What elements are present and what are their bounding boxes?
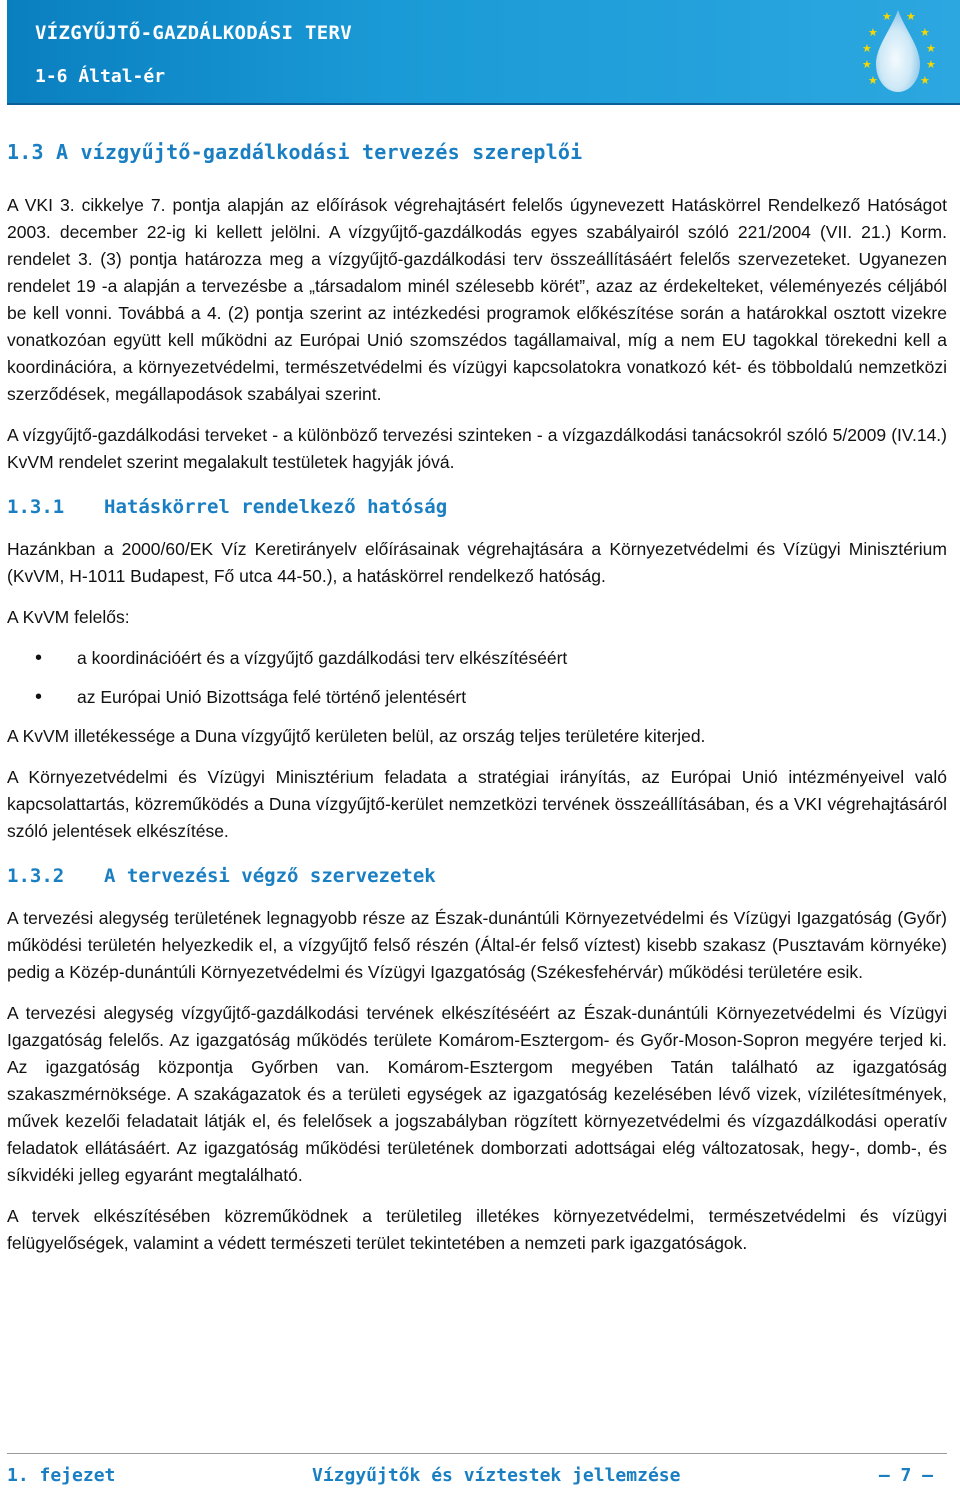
header-divider [7, 103, 960, 105]
svg-text:★: ★ [920, 27, 930, 39]
section-heading: 1.3 A vízgyűjtő-gazdálkodási tervezés szereplői [7, 140, 583, 164]
subsection-heading-1 [7, 496, 947, 518]
header-banner [7, 0, 960, 103]
svg-text:★: ★ [868, 27, 878, 39]
eu-water-drop-logo [848, 6, 948, 98]
subsection-1-paragraph-2: A KvVM felelős: [7, 607, 130, 627]
page-number: — 7 — [878, 1465, 933, 1486]
document-subtitle: 1-6 Által-ér [35, 66, 166, 87]
subsection-heading-2 [7, 865, 947, 887]
section-paragraph-1: A VKI 3. cikkelye 7. pontja alapján az előírások végrehajtásért felelős úgynevezett Hatáskörrel Rendelkező Hatóságot 2003. december 22-ig ki kellett jelölni. A vízgyűjtő-gazdálkodás egyes szabályairól szóló 221/2004 (VII. 21.) Korm. rendelet 3. (3) pontja határozza meg a vízgyűjtő-gazdálkodási terv összeállításáért felelős szervezeteket. Ugyanezen rendelet 19 -a alapján a tervezésbe a „társadalom minél szélesebb körét”, azaz az érdekelteket, véleményezés céljából be kell vonni. Továbbá a 4. (2) pontja szerint az intézkedési programok előkészítése során a határokkal osztott vizekre vonatkozóan együtt kell működni az Európai Unió szomszédos tagállamaival, míg a nem EU tagokkal törekedni kell a koordinációra, a környezetvédelmi, természetvédelmi és vízügyi kapcsolatokra vonatkozó két- és többoldalú nemzetközi szerződések, megállapodások szabályai szerint. [7, 195, 947, 404]
subsection-2-paragraph-3: A tervek elkészítésében közreműködnek a területileg illetékes környezetvédelmi, természetvédelmi és vízügyi felügyelőségek, valamint a védett természeti terület tekintetében a nemzeti park igazgatóságok. [7, 1206, 947, 1253]
subsection-2-paragraph-2: A tervezési alegység vízgyűjtő-gazdálkodási tervének elkészítéséért az Észak-dunántúli Környezetvédelmi és Vízügyi Igazgatóság felelős. Az igazgatóság működés területe Komárom-Esztergom- és Győr-Moson-Sopron megyére terjed ki. Az igazgatóság központja Győrben van. Komárom-Esztergom megyében Tatán található az igazgatóság szakaszmérnöksége. A szakágazatok és a területi egységek az igazgatóság kezelésében lévő vizek, vízilétesítmények, művek kezelői feladatait látják el, és felelősek a jogszabályban rögzített környezetvédelmi és vízgazdálkodási operatív feladatok ellátásáért. Az igazgatóság működési területének domborzati adottságai elég változatosak, hegy-, domb-, és síkvidéki jelleg egyaránt megtalálható. [7, 1003, 947, 1185]
footer-chapter: 1. fejezet [7, 1465, 116, 1486]
footer-chapter-title: Vízgyűjtők és víztestek jellemzése [312, 1465, 681, 1486]
subsection-1-paragraph-3: A KvVM illetékessége a Duna vízgyűjtő kerületen belül, az ország teljes területére kiterjed. [7, 726, 706, 746]
list-item: • a koordinációért és a vízgyűjtő gazdálkodási terv elkészítéséért [7, 645, 947, 672]
svg-text:★: ★ [862, 59, 872, 71]
svg-text:★: ★ [868, 75, 878, 87]
list-item: • az Európai Unió Bizottsága felé történő jelentésért [7, 684, 947, 711]
subsection-number: 1.3.2 [7, 865, 65, 887]
subsection-1-paragraph-4: A Környezetvédelmi és Vízügyi Minisztérium feladata a stratégiai irányítás, az Európai Unió intézményeivel való kapcsolattartás, közreműködés a Duna vízgyűjtő-kerület nemzetközi tervének összeállításában, és a VKI végrehajtásáról szóló jelentések elkészítése. [7, 767, 947, 841]
document-body [7, 140, 947, 1271]
document-title: VÍZGYŰJTŐ-GAZDÁLKODÁSI TERV [35, 22, 352, 44]
subsection-number: 1.3.1 [7, 496, 65, 518]
footer-divider [7, 1453, 947, 1454]
subsection-title: Hatáskörrel rendelkező hatóság [104, 496, 448, 518]
svg-text:★: ★ [926, 59, 936, 71]
svg-text:★: ★ [862, 43, 872, 55]
subsection-title: A tervezési végző szervezetek [104, 865, 436, 887]
svg-text:★: ★ [906, 11, 916, 23]
svg-text:★: ★ [926, 43, 936, 55]
subsection-2-paragraph-1: A tervezési alegység területének legnagyobb része az Észak-dunántúli Környezetvédelmi és Vízügyi Igazgatóság (Győr) működési területén helyezkedik el, a vízgyűjtő felső részén (Által-ér felső víztest) kisebb szakasz (Pusztavám környéke) pedig a Közép-dunántúli Környezetvédelmi és Vízügyi Igazgatóság (Székesfehérvár) működési területére esik. [7, 908, 947, 982]
subsection-1-paragraph-1: Hazánkban a 2000/60/EK Víz Keretirányelv előírásainak végrehajtására a Környezetvédelmi és Vízügyi Minisztérium (KvVM, H-1011 Budapest, Fő utca 44-50.), a hatáskörrel rendelkező hatóság. [7, 539, 947, 586]
section-paragraph-2: A vízgyűjtő-gazdálkodási terveket - a különböző tervezési szinteken - a vízgazdálkodási tanácsokról szóló 5/2009 (IV.14.) KvVM rendelet szerint megalakult testületek hagyják jóvá. [7, 425, 947, 472]
svg-text:★: ★ [920, 75, 930, 87]
svg-text:★: ★ [882, 11, 892, 23]
responsibility-list [7, 645, 947, 711]
